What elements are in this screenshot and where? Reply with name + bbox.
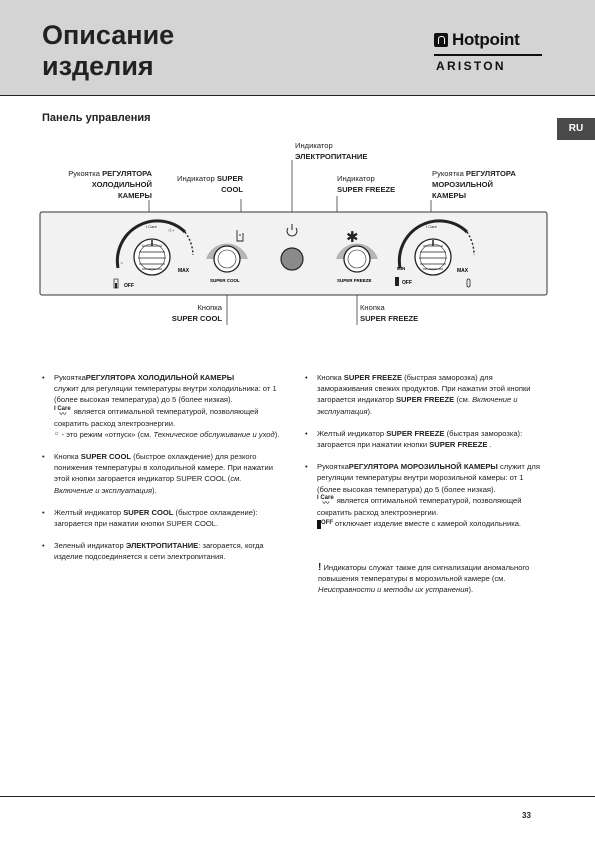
freezer-knob-max: MAX	[457, 268, 469, 274]
power-indicator-light	[281, 248, 303, 270]
super-freeze-button-label: SUPER FREEZE	[337, 278, 372, 283]
eco-care-icon: I Care 〰	[317, 494, 334, 507]
fridge-knob-off: OFF	[124, 283, 134, 289]
label-super-cool-button: Кнопка SUPER COOL	[171, 303, 222, 323]
holiday-mode-icon: ☼	[54, 431, 60, 438]
footer-divider	[0, 796, 595, 797]
fridge-knob-max: MAX	[178, 268, 190, 274]
list-item: • Зеленый индикатор ЭЛЕКТРОПИТАНИЕ: загорается, когда изделие подсоединяется к сети электропитания.	[42, 541, 264, 562]
control-panel-diagram	[0, 130, 595, 340]
freezer-knob-min: MIN	[397, 266, 406, 271]
logo-word: Hotpoint	[452, 30, 520, 49]
super-cool-button-label: SUPER COOL	[210, 278, 240, 283]
left-description-list	[42, 372, 280, 574]
eco-care-icon: I Care 〰	[54, 405, 71, 418]
indicator-note: ! Индикаторы служат также для сигнализации аномального повышения температуры в морозильной камере (см. Неисправности и методы их устранения).	[318, 562, 530, 595]
list-item: • Желтый индикатор SUPER FREEZE (быстрая заморозка): загорается при нажатии кнопки SUPER FREEZE .	[305, 428, 523, 450]
label-super-freeze-button: Кнопка SUPER FREEZE	[360, 303, 419, 323]
logo-divider	[434, 54, 542, 56]
svg-text:Ⓢ+: Ⓢ+	[168, 228, 175, 233]
warning-icon: !	[318, 562, 322, 573]
svg-text:I Care: I Care	[426, 224, 437, 229]
list-item: • Кнопка SUPER COOL (быстрое охлаждение) для резкого понижения температуры в холодильной камере. При нажатии этой кнопки загорается индикатор SUPER COOL (см. Включение и эксплуатация).	[42, 452, 273, 495]
list-item: • РукояткаРЕГУЛЯТОРА ХОЛОДИЛЬНОЙ КАМЕРЫ служит для регуляции температуры внутри холодильника: от 1 (более высокая температура) до 5 (более низкая). I Care 〰 является оптимальной температурой, позволяющей сократить расход электроэнергии. ☼ - это режим «отпуск» (см. Техническое обслуживание и уход).	[42, 373, 280, 439]
svg-text:I Care: I Care	[146, 224, 157, 229]
right-description-list	[305, 372, 545, 541]
section-title: Панель управления	[42, 112, 151, 124]
freezer-knob-off: OFF	[402, 280, 412, 286]
page-number: 33	[522, 811, 531, 820]
list-item: • Желтый индикатор SUPER COOL (быстрое охлаждение): загорается при нажатии кнопки SUPER COOL.	[42, 507, 258, 529]
label-fridge-knob: Рукоятка РЕГУЛЯТОРА ХОЛОДИЛЬНОЙ КАМЕРЫ	[68, 169, 152, 200]
list-item: • РукояткаРЕГУЛЯТОРА МОРОЗИЛЬНОЙ КАМЕРЫ служит для регуляции температуры внутри морозильной камеры: от 1 (более высокая температура) до 5 (более низкая). I Care 〰 является оптимальной температурой, позволяющей сократить расход электроэнергии. $^{OFF}$ отключает изделие вместе с камерой холодильника.	[305, 462, 540, 529]
list-item: • Кнопка SUPER FREEZE (быстрая заморозка) для замораживания свежих продуктов. При нажатии этой кнопки загорается индикатор SUPER FREEZE (см. Включение и эксплуатация).	[305, 373, 531, 416]
brand-logo	[434, 30, 544, 73]
snowflake-icon: ✱	[346, 228, 359, 246]
label-super-freeze-indicator: Индикатор SUPER FREEZE	[337, 174, 396, 194]
header-divider	[0, 95, 595, 96]
page-title: Описание изделия	[42, 20, 175, 81]
off-icon: OFF	[317, 518, 333, 529]
label-freezer-knob: Рукоятка РЕГУЛЯТОРА МОРОЗИЛЬНОЙ КАМЕРЫ	[432, 169, 516, 200]
hotpoint-logo-icon	[434, 33, 448, 47]
svg-text:☼: ☼	[120, 260, 124, 265]
label-power-indicator: Индикатор ЭЛЕКТРОПИТАНИЕ	[295, 141, 368, 161]
language-tab: RU	[557, 118, 595, 140]
logo-sub: ARISTON	[436, 58, 506, 73]
label-super-cool-indicator: Индикатор SUPER COOL	[177, 174, 243, 194]
